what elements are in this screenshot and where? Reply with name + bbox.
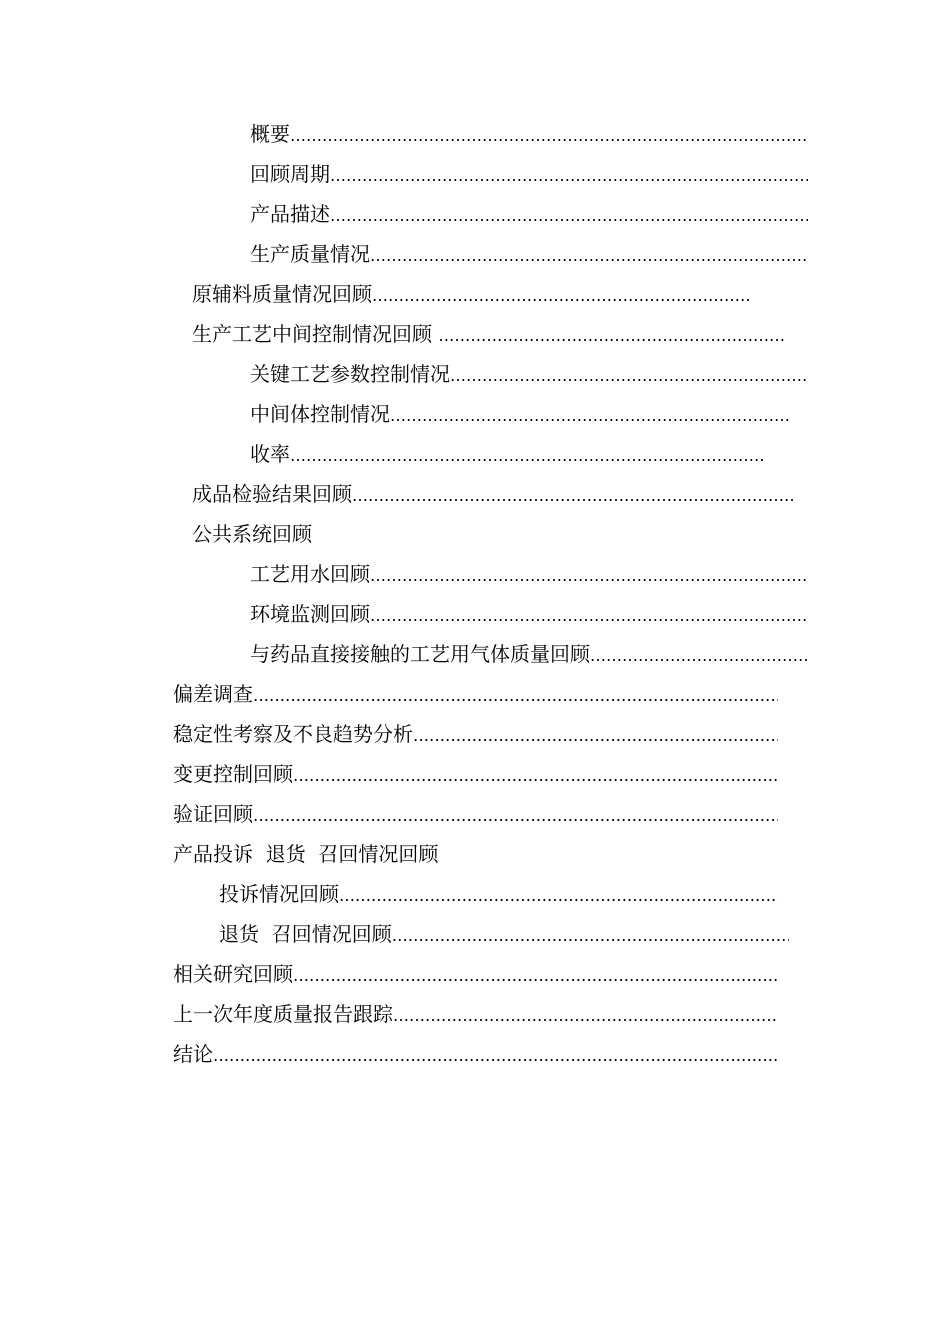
toc-dot-leader <box>590 636 808 674</box>
toc-entry-text: 原辅料质量情况回顾 <box>192 282 372 306</box>
toc-entry-review-period <box>250 154 808 194</box>
toc-dot-leader <box>352 476 796 514</box>
toc-entry-stability-trend <box>173 714 778 754</box>
toc-entry-conclusion <box>173 1034 778 1074</box>
toc-dot-leader <box>392 916 789 954</box>
toc-entry-text: 公共系统回顾 <box>192 522 312 546</box>
toc-entry-text: 上一次年度质量报告跟踪 <box>173 1002 393 1026</box>
toc-dot-leader <box>370 596 808 634</box>
toc-dot-leader <box>330 196 808 234</box>
toc-entry-text: 相关研究回顾 <box>173 962 293 986</box>
toc-dot-leader <box>293 756 778 794</box>
toc-entry-text: 投诉情况回顾 <box>219 882 339 906</box>
toc-entry-text: 退货 召回情况回顾 <box>219 922 392 946</box>
toc-entry-text: 收率 <box>250 442 290 466</box>
toc-entry-overview <box>250 114 808 154</box>
toc-entry-process-gas <box>250 634 808 674</box>
toc-dot-leader <box>253 796 778 834</box>
toc-entry-production-quality <box>250 234 808 274</box>
toc-entry-text: 与药品直接接触的工艺用气体质量回顾 <box>250 642 590 666</box>
toc-dot-leader <box>370 556 808 594</box>
toc-dot-leader <box>370 236 808 274</box>
toc-entry-text: 产品投诉 退货 召回情况回顾 <box>173 842 439 866</box>
toc-dot-leader <box>290 116 808 154</box>
toc-entry-text: 生产工艺中间控制情况回顾 <box>192 322 439 346</box>
toc-entry-text: 成品检验结果回顾 <box>192 482 352 506</box>
toc-entry-product-description <box>250 194 808 234</box>
toc-entry-text: 概要 <box>250 122 290 146</box>
toc-entry-text: 结论 <box>173 1042 213 1066</box>
toc-entry-text: 生产质量情况 <box>250 242 370 266</box>
toc-entry-text: 验证回顾 <box>173 802 253 826</box>
toc-entry-change-control <box>173 754 778 794</box>
toc-dot-leader <box>330 156 808 194</box>
toc-entry-environment-monitoring <box>250 594 808 634</box>
toc-entry-related-research <box>173 954 778 994</box>
toc-dot-leader <box>413 716 778 754</box>
toc-entry-utility-systems <box>192 514 592 554</box>
toc-dot-leader <box>450 356 808 394</box>
toc-entry-yield <box>250 434 766 474</box>
toc-entry-returns-recalls <box>219 914 789 954</box>
toc-entry-critical-parameters <box>250 354 808 394</box>
toc-dot-leader <box>253 676 778 714</box>
toc-entry-raw-materials-review <box>192 274 750 314</box>
toc-dot-leader <box>372 276 750 314</box>
toc-dot-leader <box>390 396 790 434</box>
toc-entry-text: 关键工艺参数控制情况 <box>250 362 450 386</box>
toc-entry-text: 环境监测回顾 <box>250 602 370 626</box>
toc-dot-leader <box>393 996 778 1034</box>
toc-entry-process-water <box>250 554 808 594</box>
toc-dot-leader <box>213 1036 778 1074</box>
toc-dot-leader <box>438 316 784 354</box>
toc-dot-leader <box>339 876 778 914</box>
toc-entry-intermediate-control <box>250 394 790 434</box>
toc-entry-complaints-returns-recalls <box>173 834 673 874</box>
toc-dot-leader <box>293 956 778 994</box>
toc-entry-text: 稳定性考察及不良趋势分析 <box>173 722 413 746</box>
toc-entry-text: 偏差调查 <box>173 682 253 706</box>
toc-entry-in-process-control-review <box>192 314 784 354</box>
toc-entry-text: 回顾周期 <box>250 162 330 186</box>
toc-entry-validation-review <box>173 794 778 834</box>
toc-entry-text: 产品描述 <box>250 202 330 226</box>
toc-entry-text: 工艺用水回顾 <box>250 562 370 586</box>
toc-entry-text: 变更控制回顾 <box>173 762 293 786</box>
toc-entry-previous-report-followup <box>173 994 778 1034</box>
toc-entry-finished-product-tests <box>192 474 796 514</box>
toc-entry-complaints <box>219 874 778 914</box>
toc-dot-leader <box>290 436 766 474</box>
toc-entry-text: 中间体控制情况 <box>250 402 390 426</box>
toc-entry-deviation-investigation <box>173 674 778 714</box>
